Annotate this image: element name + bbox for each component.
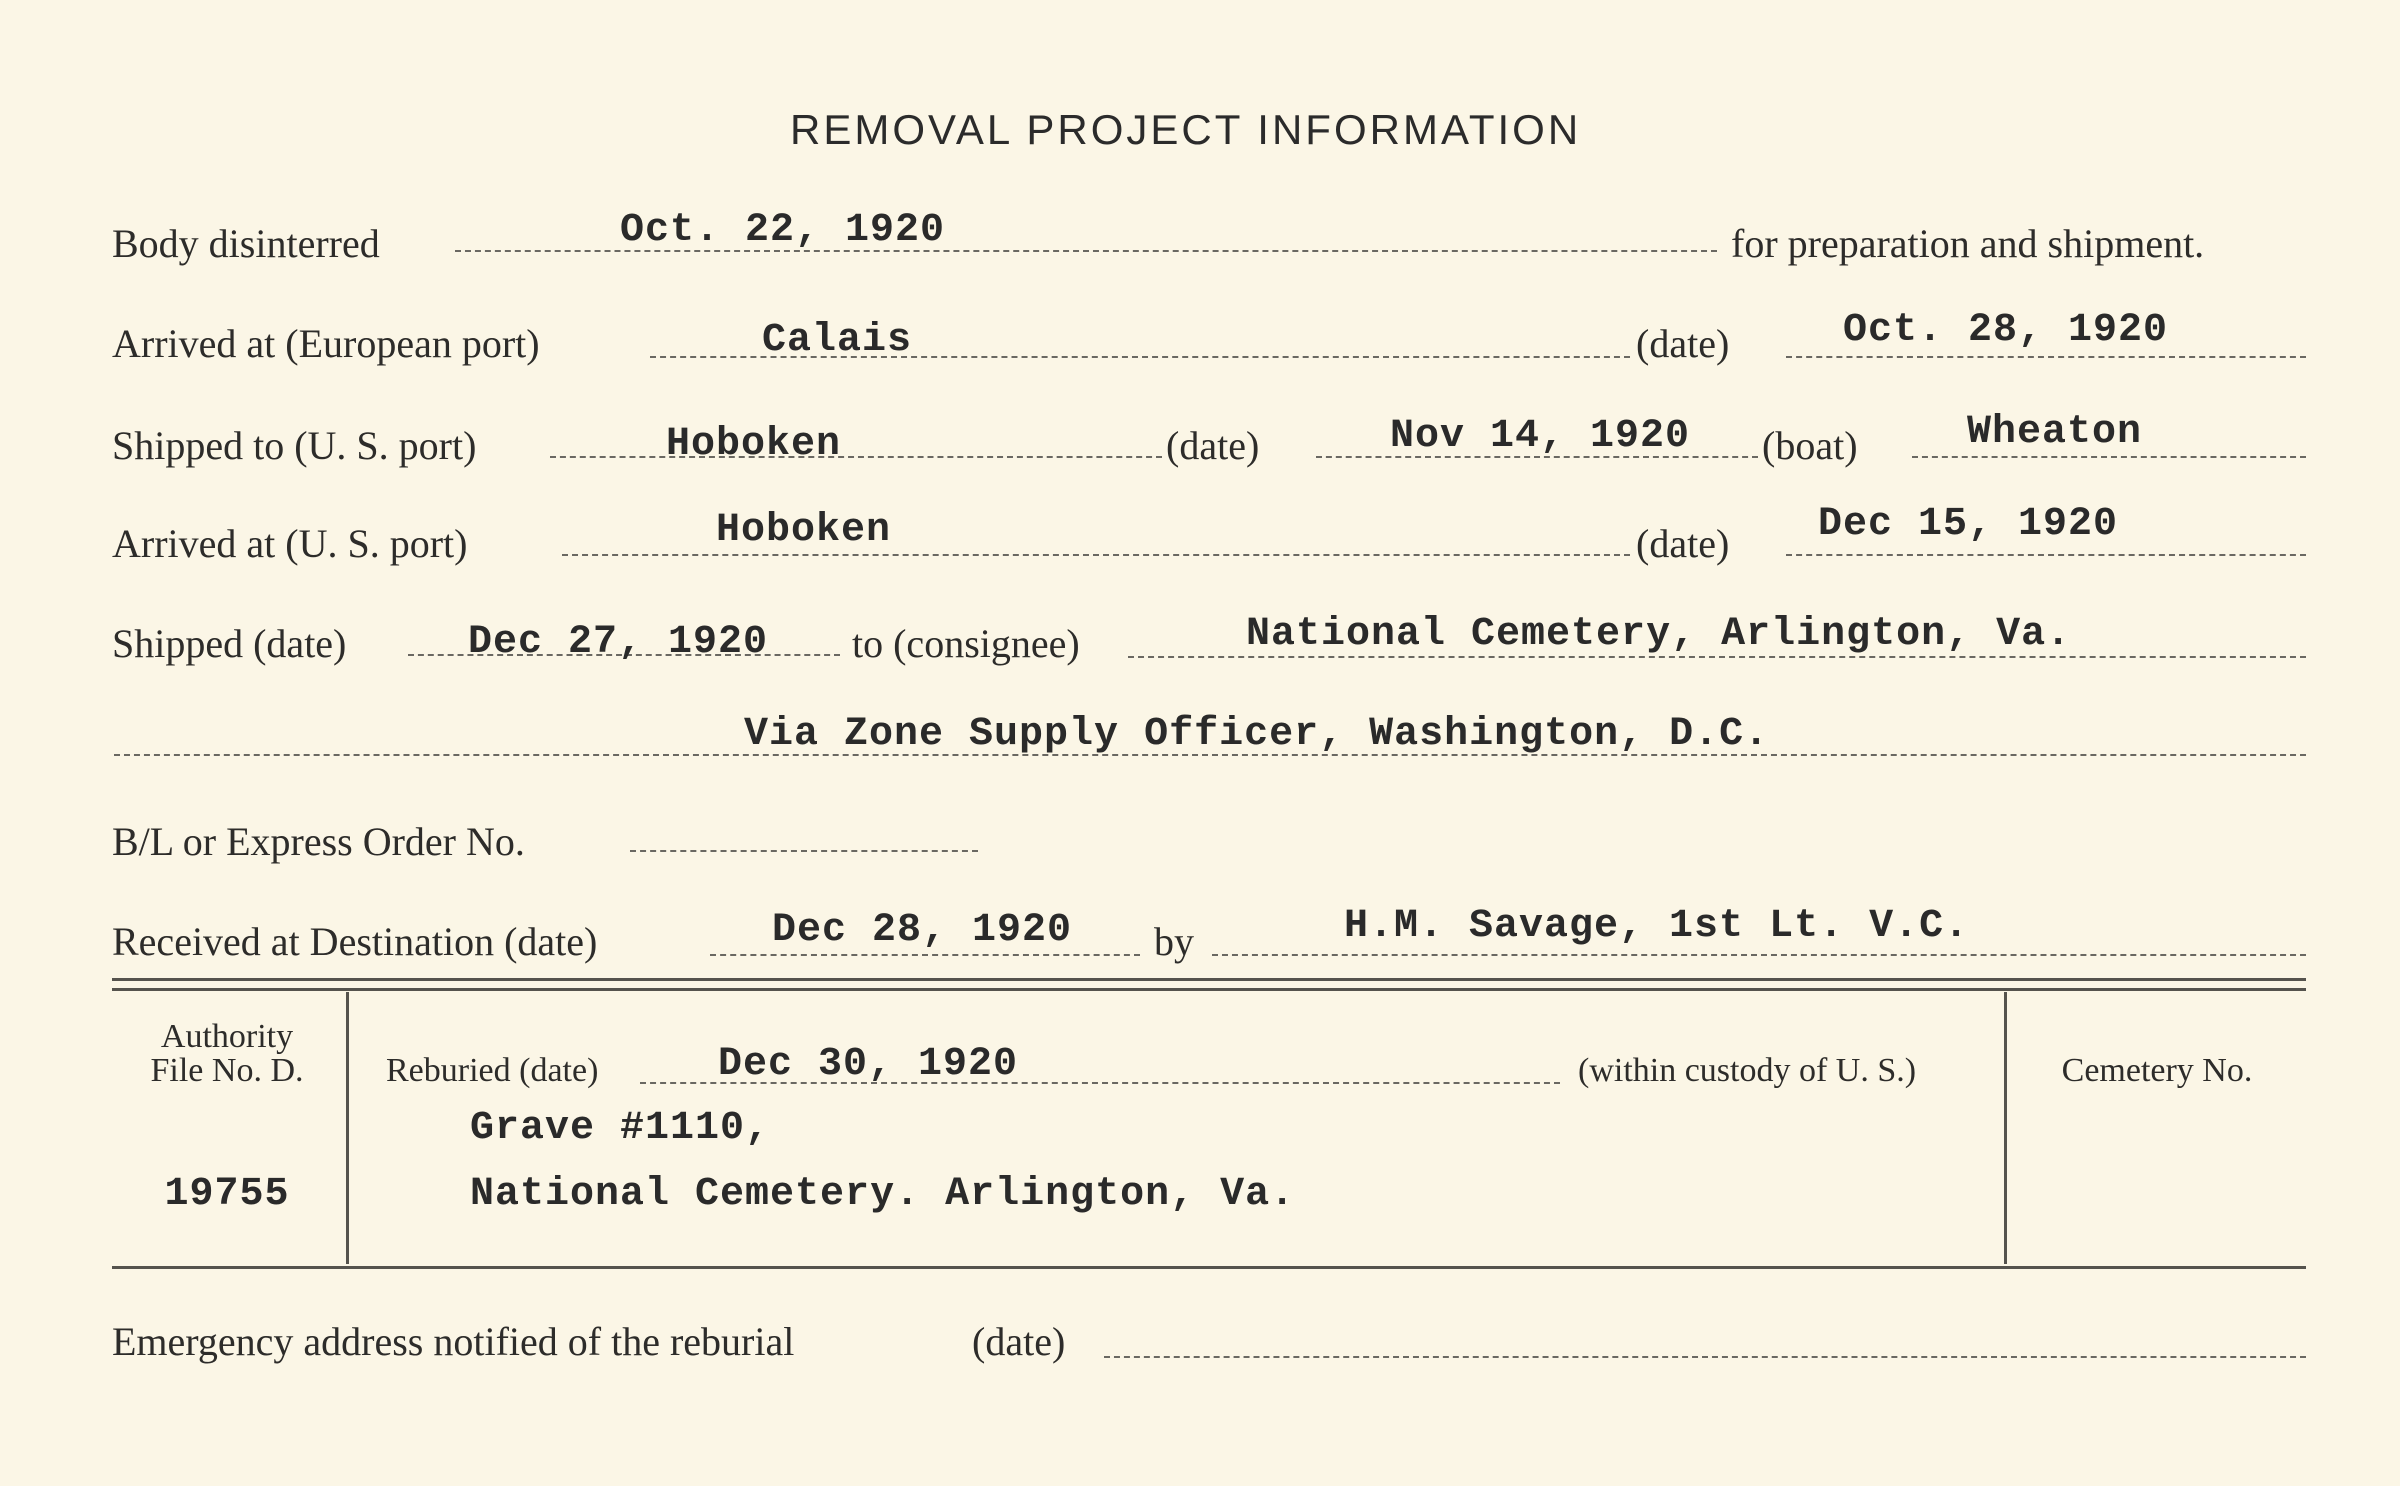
divider-top <box>112 978 2306 981</box>
label-date: (date) <box>1166 423 1260 468</box>
value-european-date: Oct. 28, 1920 <box>1843 308 2169 353</box>
value-received-by: H.M. Savage, 1st Lt. V.C. <box>1344 904 1970 949</box>
label-by: by <box>1154 919 1194 964</box>
label-body-disinterred: Body disinterred <box>112 221 380 266</box>
value-shipped-out-date: Dec 27, 1920 <box>468 620 769 665</box>
label-emergency: Emergency address notified of the reburial <box>112 1319 795 1364</box>
value-boat: Wheaton <box>1967 410 2143 455</box>
value-consignee: National Cemetery, Arlington, Va. <box>1246 612 2072 657</box>
label-received-at: Received at Destination (date) <box>112 919 598 964</box>
value-us-port-arrived: Hoboken <box>716 508 892 553</box>
column-divider <box>346 992 349 1264</box>
label-authority: Authority <box>160 1018 294 1055</box>
value-via: Via Zone Supply Officer, Washington, D.C. <box>744 712 1770 757</box>
value-arrived-date: Dec 15, 1920 <box>1818 502 2119 547</box>
fill-line <box>1212 954 2306 956</box>
label-file-no: File No. D. <box>150 1052 304 1089</box>
value-us-port-shipped: Hoboken <box>666 422 842 467</box>
fill-line <box>630 850 978 852</box>
fill-line <box>1104 1356 2306 1358</box>
divider-top-inner <box>112 988 2306 991</box>
value-disinterred-date: Oct. 22, 1920 <box>620 208 946 253</box>
value-reburied-date: Dec 30, 1920 <box>718 1042 1019 1087</box>
value-received-date: Dec 28, 1920 <box>772 908 1073 953</box>
fill-line <box>710 954 1140 956</box>
label-reburied: Reburied (date) <box>386 1052 599 1089</box>
label-to-consignee: to (consignee) <box>852 621 1080 666</box>
fill-line <box>1786 554 2306 556</box>
value-file-no: 19755 <box>164 1172 290 1217</box>
fill-line <box>1912 456 2306 458</box>
label-cemetery-no: Cemetery No. <box>2061 1052 2253 1089</box>
label-date: (date) <box>1636 521 1730 566</box>
value-shipped-date: Nov 14, 1920 <box>1390 414 1691 459</box>
label-shipped-to-us: Shipped to (U. S. port) <box>112 423 477 468</box>
fill-line <box>1786 356 2306 358</box>
label-within-custody: (within custody of U. S.) <box>1578 1052 1917 1089</box>
value-european-port: Calais <box>762 318 913 363</box>
label-arrived-us: Arrived at (U. S. port) <box>112 521 468 566</box>
label-shipped-date: Shipped (date) <box>112 621 347 666</box>
label-boat: (boat) <box>1762 423 1858 468</box>
column-divider <box>2004 992 2007 1264</box>
label-emergency-date: (date) <box>972 1319 1066 1364</box>
fill-line <box>550 456 1162 458</box>
label-date: (date) <box>1636 321 1730 366</box>
label-bl-order: B/L or Express Order No. <box>112 819 525 864</box>
label-for-preparation: for preparation and shipment. <box>1731 221 2205 266</box>
value-grave: Grave #1110, <box>470 1106 771 1151</box>
page-title: REMOVAL PROJECT INFORMATION <box>790 106 1582 153</box>
fill-line <box>562 554 1630 556</box>
divider-bottom <box>112 1266 2306 1269</box>
label-arrived-european: Arrived at (European port) <box>112 321 540 366</box>
value-grave-location: National Cemetery. Arlington, Va. <box>470 1172 1296 1217</box>
